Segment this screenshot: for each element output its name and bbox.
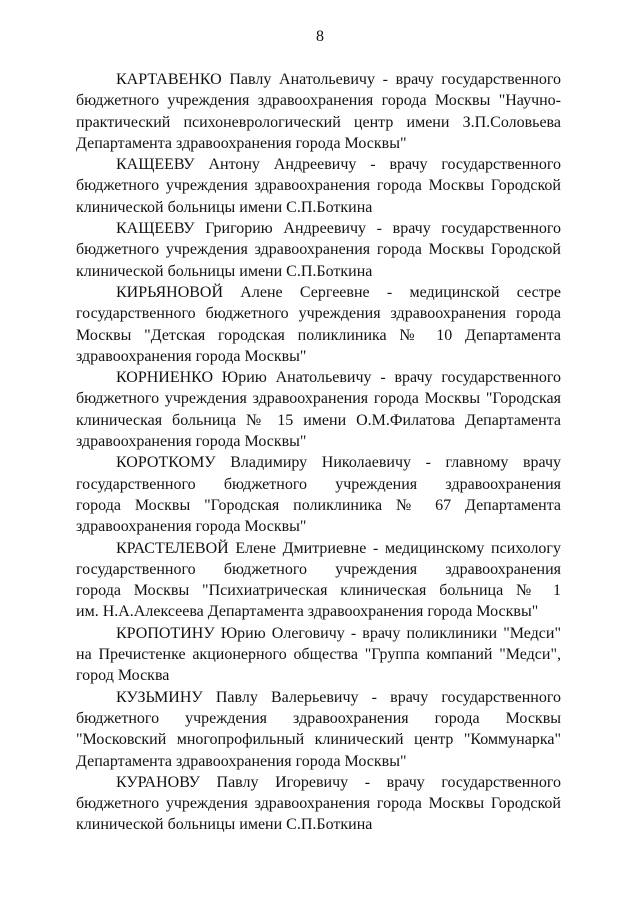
entry-text-line: Москвы "Детская городская поликлиника № 10 Департамента bbox=[76, 326, 561, 344]
list-item bbox=[76, 687, 561, 772]
entry-heading-line: КАЩЕЕВУ Антону Андреевичу - врачу государственного bbox=[116, 156, 561, 174]
list-item bbox=[76, 218, 561, 282]
entry-text-line: бюджетного учреждения здравоохранения города Москвы Городской bbox=[76, 177, 561, 195]
list-item bbox=[76, 69, 561, 154]
entry-text-line: Департамента здравоохранения города Москвы" bbox=[76, 134, 407, 152]
entry-heading-line: КАРТАВЕНКО Павлу Анатольевичу - врачу государственного bbox=[116, 71, 561, 88]
entry-text-line: им. Н.А.Алексеева Департамента здравоохранения города Москвы" bbox=[76, 603, 539, 621]
list-item bbox=[76, 623, 561, 687]
entry-text-line: клинической больницы имени С.П.Боткина bbox=[76, 262, 373, 280]
entry-text-line: "Московский многопрофильный клинический центр "Коммунарка" bbox=[76, 731, 561, 749]
entry-text-line: клинической больницы имени С.П.Боткина bbox=[76, 816, 373, 834]
entry-text-line: государственного бюджетного учреждения здравоохранения bbox=[76, 560, 561, 578]
list-item bbox=[76, 452, 561, 537]
award-list bbox=[76, 69, 561, 836]
entry-heading-line: КИРЬЯНОВОЙ Алене Сергеевне - медицинской сестре bbox=[116, 283, 561, 301]
entry-text-line: государственного бюджетного учреждения здравоохранения bbox=[76, 475, 561, 493]
entry-heading-line: КРОПОТИНУ Юрию Олеговичу - врачу поликлиники "Медси" bbox=[116, 624, 561, 642]
entry-heading-line: КУЗЬМИНУ Павлу Валерьевичу - врачу государственного bbox=[116, 688, 561, 706]
entry-text-line: клинической больницы имени С.П.Боткина bbox=[76, 198, 373, 216]
entry-text-line: города Москвы "Психиатрическая клиническая больница № 1 bbox=[76, 582, 561, 600]
entry-text-line: бюджетного учреждения здравоохранения города Москвы Городской bbox=[76, 795, 561, 813]
entry-heading-line: КУРАНОВУ Павлу Игоревичу - врачу государственного bbox=[116, 773, 561, 791]
list-item bbox=[76, 772, 561, 836]
entry-text-line: города Москвы "Городская поликлиника № 67 Департамента bbox=[76, 496, 561, 514]
entry-text-line: практический психоневрологический центр имени З.П.Соловьева bbox=[76, 113, 561, 131]
entry-text-line: бюджетного учреждения здравоохранения города Москвы "Городская bbox=[76, 390, 561, 408]
list-item bbox=[76, 538, 561, 623]
entry-heading-line: КАЩЕЕВУ Григорию Андреевичу - врачу государственного bbox=[116, 220, 561, 238]
entry-text-line: здравоохранения города Москвы" bbox=[76, 433, 307, 451]
list-item bbox=[76, 154, 561, 218]
entry-text-line: государственного бюджетного учреждения здравоохранения города bbox=[76, 305, 561, 323]
entry-text-line: город Москва bbox=[76, 667, 170, 685]
list-item bbox=[76, 367, 561, 452]
entry-text-line: бюджетного учреждения здравоохранения города Москвы Городской bbox=[76, 241, 561, 259]
entry-text-line: Департамента здравоохранения города Москвы" bbox=[76, 752, 407, 770]
entry-text-line: здравоохранения города Москвы" bbox=[76, 518, 307, 536]
entry-text-line: на Пречистенке акционерного общества "Группа компаний "Медси", bbox=[76, 646, 561, 664]
entry-heading-line: КОРНИЕНКО Юрию Анатольевичу - врачу государственного bbox=[116, 369, 561, 387]
entry-heading-line: КРАСТЕЛЕВОЙ Елене Дмитриевне - медицинскому психологу bbox=[116, 539, 561, 557]
entry-text-line: бюджетного учреждения здравоохранения города Москвы bbox=[76, 709, 561, 727]
entry-text-line: здравоохранения города Москвы" bbox=[76, 347, 307, 365]
entry-heading-line: КОРОТКОМУ Владимиру Николаевичу - главному врачу bbox=[116, 454, 561, 472]
entry-text-line: бюджетного учреждения здравоохранения города Москвы "Научно- bbox=[76, 92, 561, 110]
entry-text-line: клиническая больница № 15 имени О.М.Филатова Департамента bbox=[76, 411, 561, 429]
list-item bbox=[76, 282, 561, 367]
page-number: 8 bbox=[316, 28, 324, 45]
